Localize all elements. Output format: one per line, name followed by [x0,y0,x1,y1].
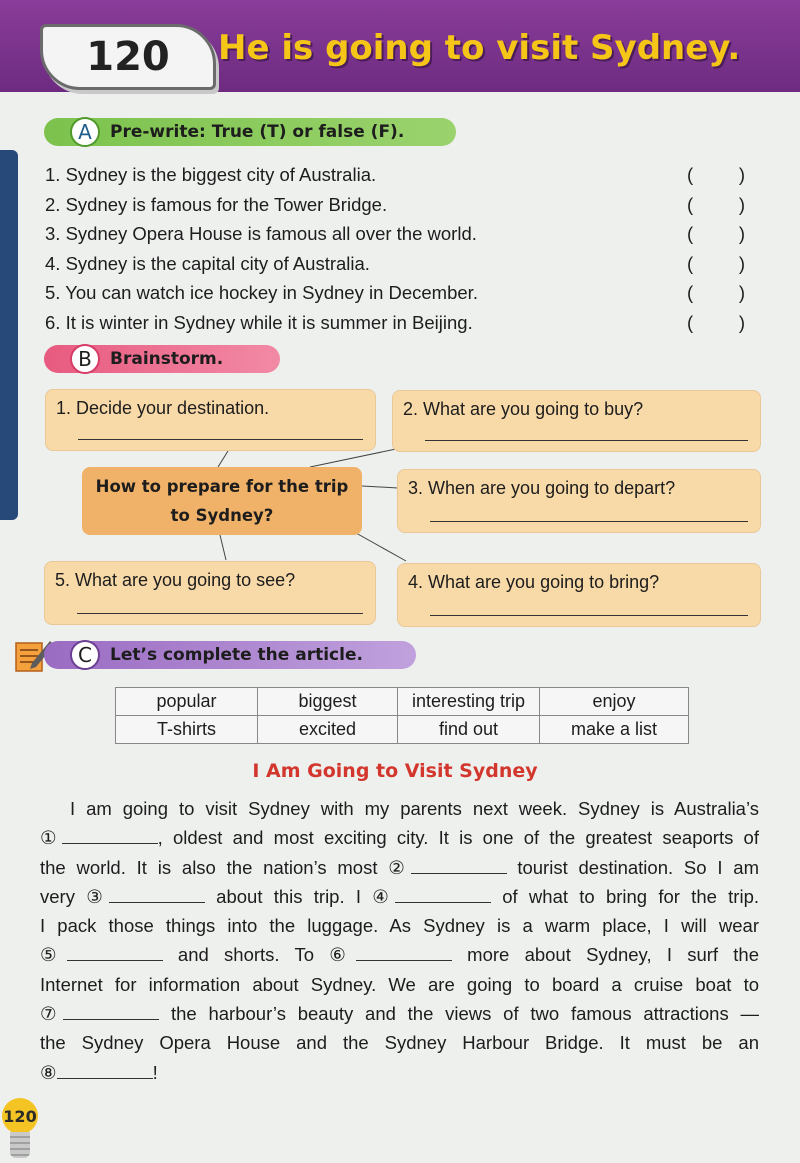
word-cell: T-shirts [116,716,258,744]
section-c-heading-bar [44,641,416,669]
article-line: the Sydney Opera House and the Sydney Harbour Bridge. It must be an [40,1032,759,1054]
answer-parentheses[interactable]: ( ) [687,164,745,185]
box-prompt: 1. Decide your destination. [56,398,270,418]
answer-parentheses[interactable]: ( ) [687,252,745,274]
tf-item [45,160,755,190]
header-page-number: 120 [86,34,170,80]
article-title-row [0,760,800,782]
answer-parentheses[interactable]: ( ) [687,193,745,215]
tf-statement: 5. You can watch ice hockey in Sydney in December. [45,282,478,304]
blank-8[interactable] [57,1062,153,1079]
answer-parentheses[interactable]: ( ) [687,311,745,333]
blank-1[interactable] [62,827,158,844]
box-prompt: 3. When are you going to depart? [408,478,676,498]
lightbulb-icon [10,1132,30,1158]
table-row [116,688,689,716]
tf-item [45,308,755,338]
answer-line[interactable] [430,521,748,522]
word-bank-table [115,687,689,744]
page-title: He is going to visit Sydney. [218,28,741,68]
blank-4[interactable] [395,886,491,903]
answer-line[interactable] [425,440,748,441]
word-cell: find out [398,716,540,744]
word-cell: make a list [540,716,689,744]
box-prompt: 4. What are you going to bring? [408,572,660,592]
article-line: ① , oldest and most exciting city. It is one of the greatest seaports of [40,827,759,849]
section-a-heading: Pre-write: True (T) or false (F). [110,122,405,142]
article-line: the world. It is also the nation’s most ② tourist destination. So I am [40,856,759,878]
section-b-heading: Brainstorm. [110,349,224,369]
article-line: Internet for information about Sydney. We are going to board a cruise boat to [40,973,759,995]
word-cell: biggest [258,688,398,716]
box-prompt: 2. What are you going to buy? [403,399,644,419]
true-false-list [45,160,755,338]
footer-page-number: 120 [2,1098,38,1134]
tf-item [45,278,755,308]
article-title: I Am Going to Visit Sydney [252,760,538,782]
article-line: I am going to visit Sydney with my parents next week. Sydney is Australia’s [70,798,759,819]
word-cell: popular [116,688,258,716]
answer-line[interactable] [78,439,363,440]
tf-statement: 2. Sydney is famous for the Tower Bridge. [45,193,388,215]
blank-6[interactable] [356,944,452,961]
table-row [116,716,689,744]
blank-7[interactable] [63,1003,159,1020]
brainstorm-box-buy [392,390,761,452]
brainstorm-center-topic: How to prepare for the trip to Sydney? [82,467,362,535]
article-line: ⑧ ! [40,1061,158,1083]
tf-statement: 3. Sydney Opera House is famous all over the world. [45,223,477,245]
blank-5[interactable] [67,944,163,961]
brainstorm-box-see [44,561,376,625]
article-line: I pack those things into the luggage. As Sydney is a warm place, I will wear [40,915,759,937]
article-line: ⑦ the harbour’s beauty and the views of two famous attractions — [40,1003,759,1025]
word-cell: interesting trip [398,688,540,716]
box-prompt: 5. What are you going to see? [55,570,296,590]
article-line: ⑤ and shorts. To ⑥ more about Sydney, I surf the [40,944,759,966]
brainstorm-box-bring [397,563,761,627]
article-line: very ③ about this trip. I ④ of what to bring for the trip. [40,885,759,907]
tf-item [45,190,755,220]
tf-statement: 1. Sydney is the biggest city of Australia. [45,164,377,185]
word-cell: excited [258,716,398,744]
section-b-letter: B [70,344,100,374]
section-c-heading: Let’s complete the article. [110,645,363,665]
section-a-letter: A [70,117,100,147]
blank-2[interactable] [411,857,507,874]
section-c-letter: C [70,640,100,670]
page-header [0,0,800,92]
section-b-heading-bar [44,345,280,373]
tf-item [45,219,755,249]
page-number-book [40,24,216,90]
answer-parentheses[interactable]: ( ) [687,282,745,304]
brainstorm-box-depart [397,469,761,533]
answer-parentheses[interactable]: ( ) [687,223,745,245]
tf-item [45,249,755,279]
article-body [40,794,759,1087]
side-tab [0,150,18,520]
blank-3[interactable] [109,886,205,903]
tf-statement: 6. It is winter in Sydney while it is summer in Beijing. [45,311,473,333]
word-cell: enjoy [540,688,689,716]
answer-line[interactable] [77,613,363,614]
tf-statement: 4. Sydney is the capital city of Australia. [45,252,370,274]
section-a-heading-bar [44,118,456,146]
brainstorm-box-destination [45,389,376,451]
answer-line[interactable] [430,615,748,616]
